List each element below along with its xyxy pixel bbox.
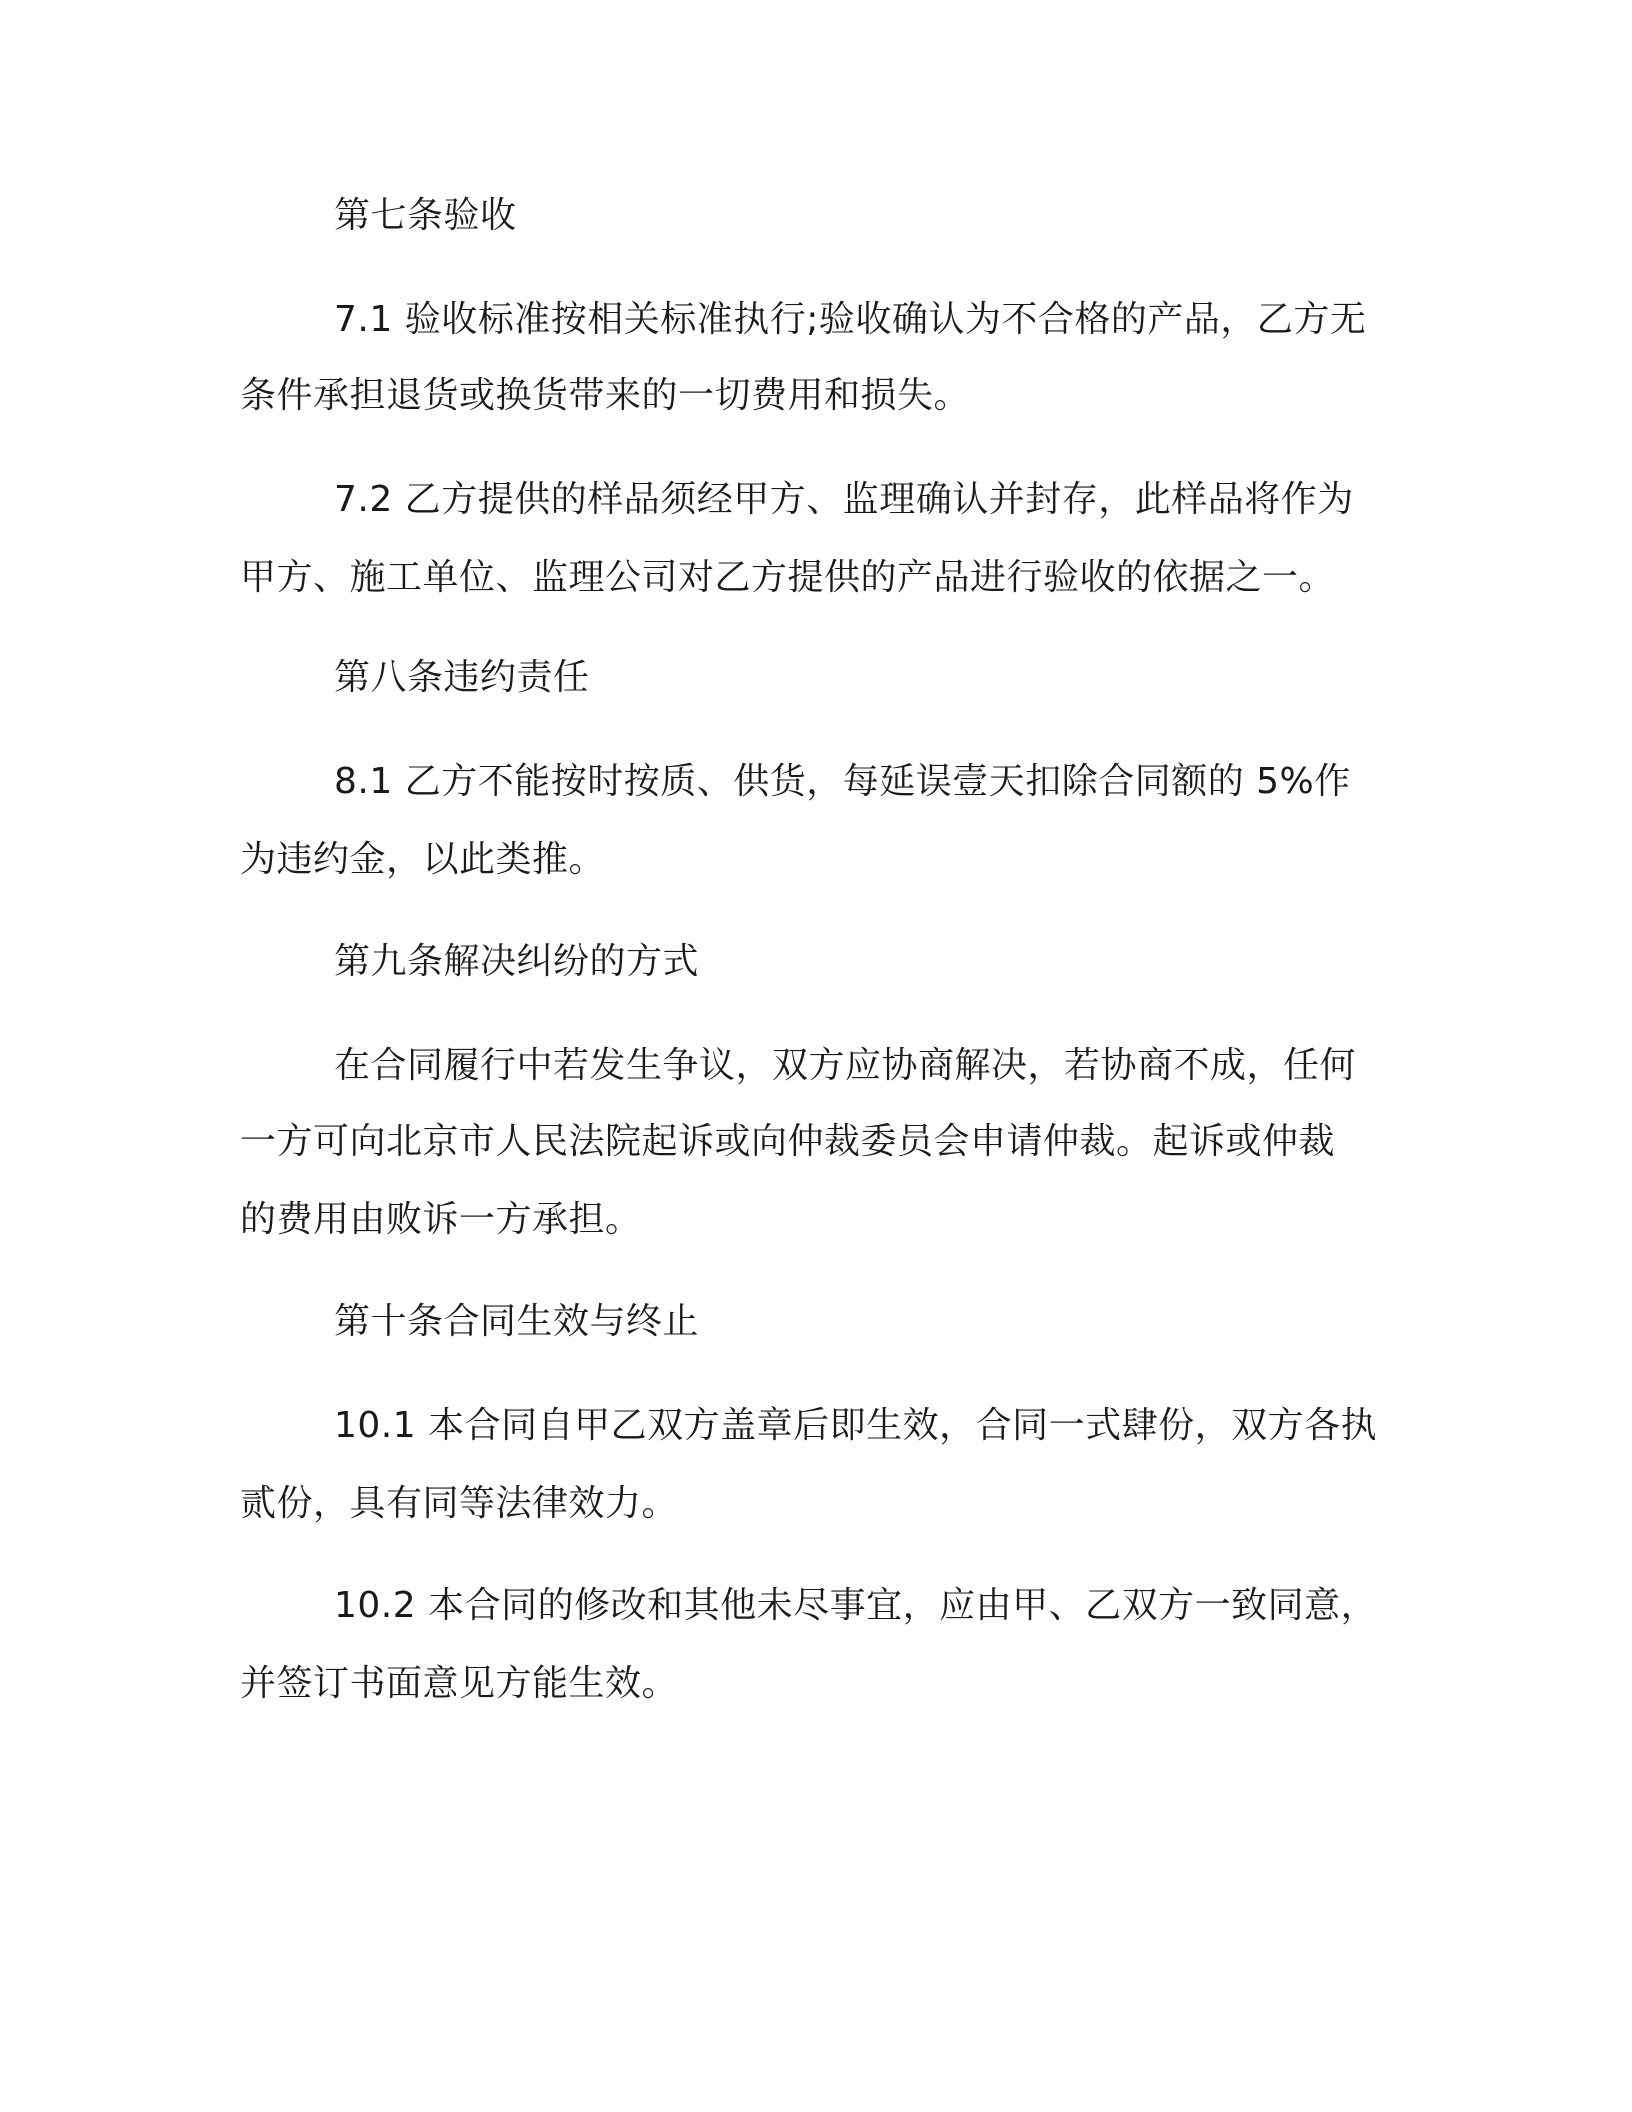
article-8-heading: 第八条违约责任 (334, 657, 590, 698)
clause-10-1-line-2: 贰份，具有同等法律效力。 (240, 1483, 679, 1524)
clause-7-1-line-2: 条件承担退货或换货带来的一切费用和损失。 (240, 375, 971, 416)
article-9-line-3: 的费用由败诉一方承担。 (240, 1199, 642, 1240)
clause-7-1-line-1: 7.1 验收标准按相关标准执行;验收确认为不合格的产品，乙方无 (334, 299, 1367, 340)
article-9-line-2: 一方可向北京市人民法院起诉或向仲裁委员会申请仲裁。起诉或仲裁 (240, 1121, 1336, 1162)
clause-10-2-line-1: 10.2 本合同的修改和其他未尽事宜，应由甲、乙双方一致同意， (334, 1585, 1378, 1626)
clause-8-1-line-1: 8.1 乙方不能按时按质、供货，每延误壹天扣除合同额的 5%作 (334, 761, 1351, 802)
clause-7-2-line-2: 甲方、施工单位、监理公司对乙方提供的产品进行验收的依据之一。 (240, 557, 1336, 598)
clause-10-1-line-1: 10.1 本合同自甲乙双方盖章后即生效，合同一式肆份，双方各执 (334, 1405, 1378, 1446)
clause-7-2-line-1: 7.2 乙方提供的样品须经甲方、监理确认并封存，此样品将作为 (334, 479, 1354, 520)
clause-10-2-line-2: 并签订书面意见方能生效。 (240, 1663, 679, 1704)
clause-8-1-line-2: 为违约金，以此类推。 (240, 839, 606, 880)
article-10-heading: 第十条合同生效与终止 (334, 1301, 700, 1342)
article-7-heading: 第七条验收 (334, 195, 517, 236)
article-9-heading: 第九条解决纠纷的方式 (334, 941, 700, 982)
article-9-line-1: 在合同履行中若发生争议，双方应协商解决，若协商不成，任何 (334, 1045, 1357, 1086)
